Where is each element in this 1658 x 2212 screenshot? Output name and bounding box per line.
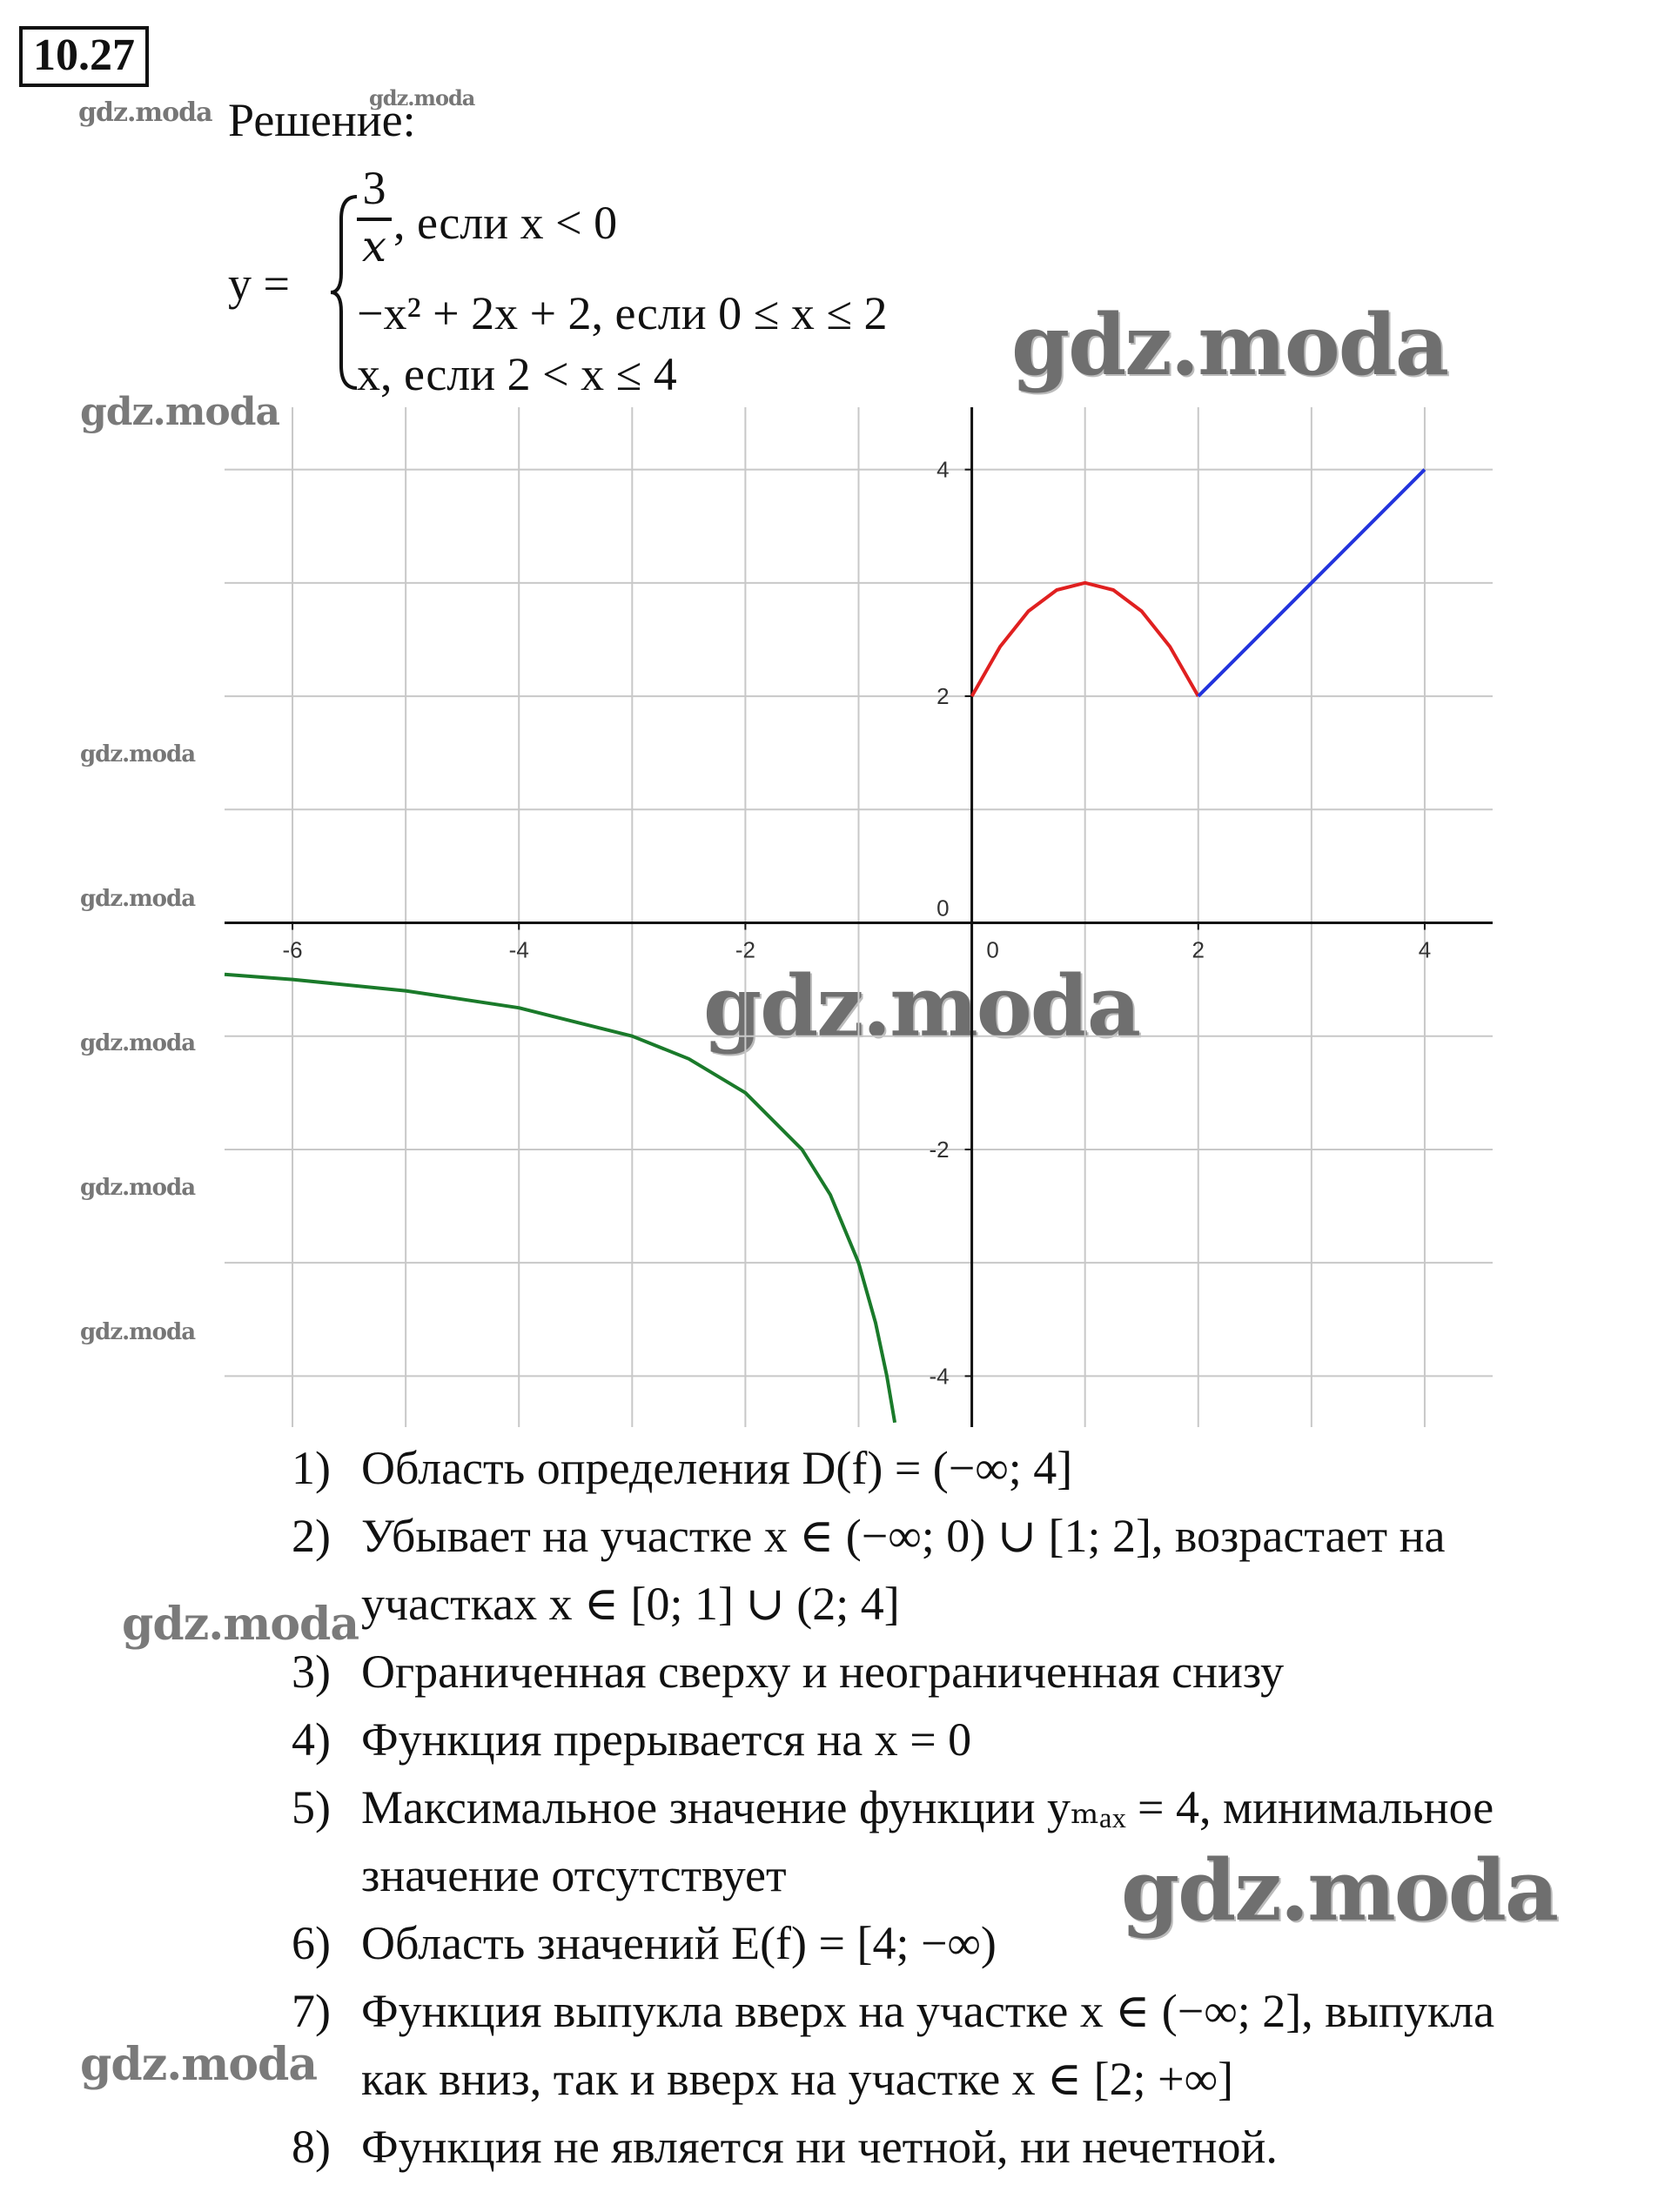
watermark: gdz.moda xyxy=(80,1175,196,1201)
property-text: как вниз, так и вверх на участке x ∈ [2; +∞] xyxy=(361,2053,1234,2105)
watermark: gdz.moda xyxy=(80,390,280,434)
formula-lhs: y = xyxy=(228,258,290,310)
property-index xyxy=(292,1570,361,1638)
fraction-numerator: 3 xyxy=(362,162,386,214)
x-tick-label: 0 xyxy=(986,936,999,963)
property-item-line xyxy=(292,1434,1649,1502)
property-text: Убывает на участке x ∈ (−∞; 0) ∪ [1; 2], возрастает на xyxy=(361,1510,1446,1562)
property-index xyxy=(292,1841,361,1909)
properties-list xyxy=(292,1434,1649,2181)
property-index: 2) xyxy=(292,1510,331,1562)
property-item-line xyxy=(292,1841,1649,1909)
watermark: gdz.moda xyxy=(80,1319,196,1345)
property-item-line xyxy=(292,1977,1649,2045)
property-item-line xyxy=(292,1909,1649,1977)
property-text: Ограниченная сверху и неограниченная снизу xyxy=(361,1646,1285,1698)
watermark: gdz.moda xyxy=(80,1030,196,1056)
property-item-line xyxy=(292,2113,1649,2181)
series-hyperbola xyxy=(225,975,895,1423)
case1-condition: , если x < 0 xyxy=(393,197,618,249)
y-tick-label: -4 xyxy=(929,1363,950,1390)
x-tick-label: 4 xyxy=(1418,936,1432,963)
property-item-line xyxy=(292,1502,1649,1570)
property-text: значение отсутствует xyxy=(361,1849,787,1901)
property-text: участках x ∈ [0; 1] ∪ (2; 4] xyxy=(361,1578,900,1630)
watermark: gdz.moda xyxy=(80,741,196,767)
watermark: gdz.moda xyxy=(80,886,196,912)
watermark-large: gdz.moda xyxy=(1121,1841,1558,1940)
property-index: 7) xyxy=(292,1985,331,2037)
fraction-denominator: x xyxy=(361,221,387,271)
problem-number: 10.27 xyxy=(19,26,149,87)
property-item-line xyxy=(292,1638,1649,1706)
property-index xyxy=(292,2045,361,2113)
watermark: gdz.moda xyxy=(78,97,212,128)
y-tick-label: -2 xyxy=(929,1136,950,1163)
property-index: 3) xyxy=(292,1646,331,1698)
y-tick-label: 4 xyxy=(936,456,950,483)
property-item-line xyxy=(292,1773,1649,1841)
case3: x, если 2 < x ≤ 4 xyxy=(357,348,677,400)
x-tick-label: 2 xyxy=(1191,936,1205,963)
y-tick-label: 0 xyxy=(936,895,950,922)
watermark-large: gdz.moda xyxy=(703,957,1140,1056)
property-text: Область значений E(f) = [4; −∞) xyxy=(361,1917,997,1969)
x-tick-label: -6 xyxy=(282,936,303,963)
case2: −x² + 2x + 2, если 0 ≤ x ≤ 2 xyxy=(357,287,888,339)
property-item-line xyxy=(292,1706,1649,1773)
property-text: Максимальное значение функции yₘₐₓ = 4, минимальное xyxy=(361,1781,1494,1833)
property-text: Область определения D(f) = (−∞; 4] xyxy=(361,1442,1073,1494)
x-tick-label: -4 xyxy=(508,936,529,963)
grid xyxy=(225,407,1493,1427)
plot-series xyxy=(225,470,1425,1423)
property-text: Функция выпукла вверх на участке x ∈ (−∞; 2], выпукла xyxy=(361,1985,1495,2037)
y-tick-label: 2 xyxy=(936,683,950,710)
x-tick-label: -2 xyxy=(735,936,755,963)
watermark: gdz.moda xyxy=(369,85,475,111)
property-index: 4) xyxy=(292,1713,331,1766)
watermark-large: gdz.moda xyxy=(1011,296,1448,394)
property-item-line xyxy=(292,1570,1649,1638)
property-text: Функция не является ни четной, ни нечетной. xyxy=(361,2121,1278,2173)
property-index: 1) xyxy=(292,1442,331,1494)
watermark: gdz.moda xyxy=(80,2038,318,2091)
property-index: 8) xyxy=(292,2121,331,2173)
property-item-line xyxy=(292,2045,1649,2113)
property-index: 6) xyxy=(292,1917,331,1969)
solution-heading: Решение: xyxy=(228,94,416,146)
property-text: Функция прерывается на x = 0 xyxy=(361,1713,972,1766)
property-index: 5) xyxy=(292,1781,331,1833)
watermark: gdz.moda xyxy=(122,1598,359,1651)
